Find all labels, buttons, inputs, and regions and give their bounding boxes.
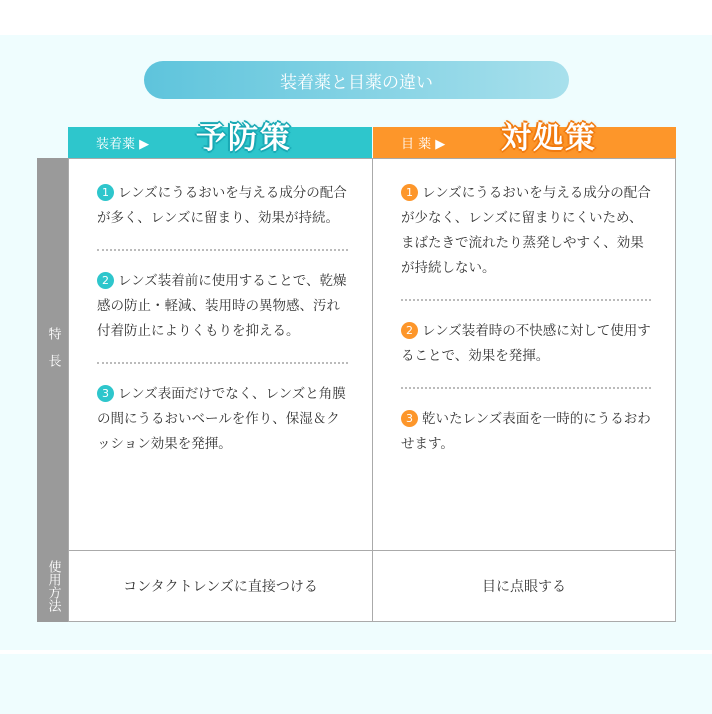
divider	[97, 249, 348, 251]
divider	[401, 387, 651, 389]
usage-text: 目に点眼する	[482, 579, 566, 595]
number-badge: 3	[97, 385, 114, 402]
header-heading: 予防策	[196, 120, 292, 156]
row-label-features	[37, 158, 68, 550]
header-treatment	[373, 120, 676, 158]
usage-cell-prevention	[68, 550, 373, 622]
feature-text: レンズ装着時の不快感に対して使用することで、効果を発揮。	[401, 323, 651, 364]
feature-item	[401, 407, 651, 457]
feature-text: レンズにうるおいを与える成分の配合が少なく、レンズに留まりにくいため、まばたきで流れたり蒸発しやすく、効果が持続しない。	[401, 185, 651, 276]
feature-item	[401, 319, 651, 369]
number-badge: 1	[97, 184, 114, 201]
row-label: 使用方法	[45, 560, 61, 612]
background-panel-lower	[0, 654, 712, 714]
row-label-usage	[37, 550, 68, 622]
feature-text: レンズにうるおいを与える成分の配合が多く、レンズに留まり、効果が持続。	[97, 185, 347, 226]
features-cell-treatment	[372, 158, 676, 551]
feature-item	[97, 269, 348, 344]
header-prevention	[68, 120, 372, 158]
header-label: 装着薬 ▶	[96, 137, 150, 152]
features-cell-prevention	[68, 158, 373, 551]
divider	[97, 362, 348, 364]
feature-item	[97, 181, 348, 231]
feature-text: 乾いたレンズ表面を一時的にうるおわせます。	[401, 411, 651, 452]
row-label: 特長	[45, 327, 61, 381]
number-badge: 2	[97, 272, 114, 289]
feature-item	[97, 382, 348, 457]
number-badge: 3	[401, 410, 418, 427]
divider	[401, 299, 651, 301]
feature-text: レンズ装着前に使用することで、乾燥感の防止・軽減、装用時の異物感、汚れ付着防止によりくもりを抑える。	[97, 273, 347, 339]
feature-text: レンズ表面だけでなく、レンズと角膜の間にうるおいベールを作り、保湿＆クッション効果を発揮。	[97, 386, 346, 452]
page-title: 装着薬と目薬の違い	[144, 61, 569, 99]
header-heading: 対処策	[501, 120, 597, 156]
usage-text: コンタクトレンズに直接つける	[123, 579, 318, 595]
number-badge: 2	[401, 322, 418, 339]
number-badge: 1	[401, 184, 418, 201]
feature-item	[401, 181, 651, 281]
header-label: 目 薬 ▶	[401, 137, 446, 152]
usage-cell-treatment	[372, 550, 676, 622]
